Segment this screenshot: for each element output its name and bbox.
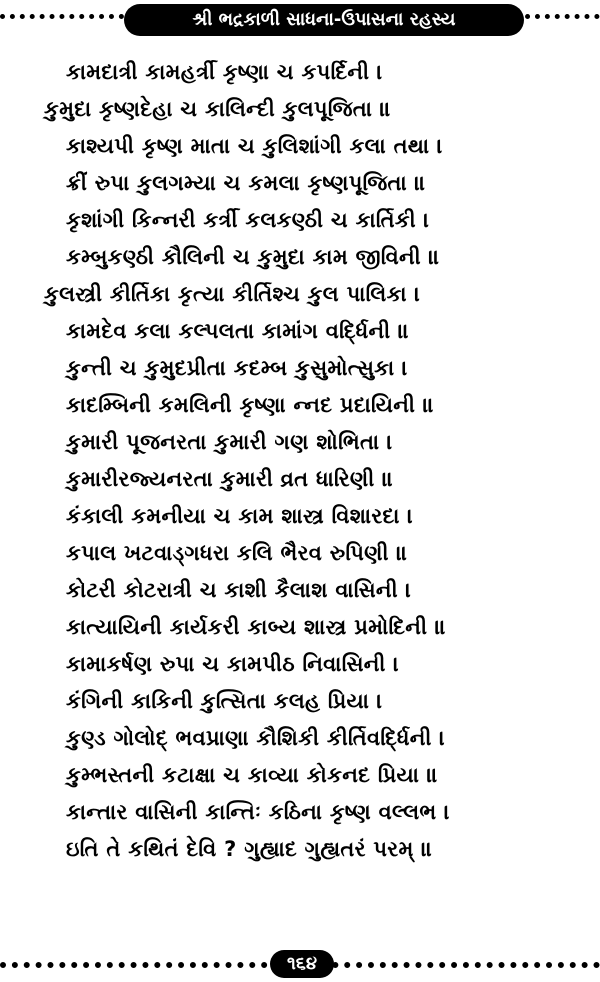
verse-line-4: ક્રીં રુપા કુલગમ્યા ચ કમલા કૃષ્ણપૂજિતા ॥ <box>66 171 426 195</box>
verse-line-13: કંકાલી કમનીયા ચ કામ શાસ્ત્ર વિશારદા । <box>66 504 414 528</box>
verse-line-3: કાશ્યપી કૃષ્ણ માતા ચ કુલિશાંગી કલા તથા । <box>66 134 443 158</box>
verse-line-1: કામદાત્રી કામહર્ત્રી કૃષ્ણા ચ કપર્દિની । <box>66 60 383 84</box>
verse-line-8: કામદેવ કલા કલ્પલતા કામાંગ વર્દ્ધિની ॥ <box>66 319 410 343</box>
verse-line-2: કુમુદા કૃષ્ણદેહા ચ કાલિન્દી કુલપૂજિતા ॥ <box>44 97 392 121</box>
verse-line-21: કાન્તાર વાસિની કાન્તિઃ કઠિના કૃષ્ણ વલ્લભ । <box>66 800 451 824</box>
verse-line-6: કમ્બુકણ્ઠી કૌલિની ચ કુમુદા કામ જીવિની ॥ <box>66 245 440 269</box>
verse-line-10: કાદમ્બિની કમલિની કૃષ્ણા ન્નદ પ્રદાયિની ॥ <box>66 393 435 417</box>
verse-line-20: કુમ્ભસ્તની કટાક્ષા ચ કાવ્યા કોકનદ પ્રિયા ॥ <box>66 763 439 787</box>
page-number: ૧૬૪ <box>270 950 334 978</box>
verse-line-14: કપાલ ખટવાડ્ગધરા કલિ ભૈરવ રુપિણી ॥ <box>66 541 408 565</box>
verse-line-19: કુણ્ડ ગોલોદ્ ભવપ્રાણા કૌશિકી કીર્તિવર્દ્ધિની । <box>66 726 446 750</box>
verse-line-5: કૃશાંગી કિન્નરી કર્ત્રી કલકણ્ઠી ચ કાર્તિકી । <box>66 208 430 232</box>
verse-line-11: કુમારી પૂજનરતા કુમારી ગણ શોભિતા । <box>66 430 393 454</box>
verse-line-15: કોટરી કોટરાત્રી ચ કાશી કૈલાશ વાસિની । <box>66 578 412 602</box>
verse-line-17: કામાકર્ષણ રુપા ચ કામપીઠ નિવાસિની । <box>66 652 400 676</box>
verse-line-12: કુમારીરજ્યનરતા કુમારી વ્રત ધારિણી ॥ <box>66 467 394 491</box>
page-title: શ્રી ભદ્રકાળી સાધના-ઉપાસના રહસ્ય <box>124 4 524 36</box>
verse-line-22: ઇતિ તે કથિતં દેવિ ? ગુહ્યાદ ગુહ્યતરં પરમ્ ॥ <box>66 837 433 861</box>
verse-block <box>0 54 600 868</box>
verse-line-7: કુલસ્ત્રી કીર્તિકા કૃત્યા કીર્તિશ્ચ કુલ પાલિકા । <box>44 282 421 306</box>
verse-line-9: કુન્તી ચ કુમુદપ્રીતા કદમ્બ કુસુમોત્સુકા । <box>66 356 408 380</box>
verse-line-16: કાત્યાયિની કાર્યકરી કાબ્ય શાસ્ત્ર પ્રમોદિની ॥ <box>66 615 447 639</box>
verse-line-18: કંગિની કાકિની કુત્સિતા કલહ પ્રિયા । <box>66 689 383 713</box>
